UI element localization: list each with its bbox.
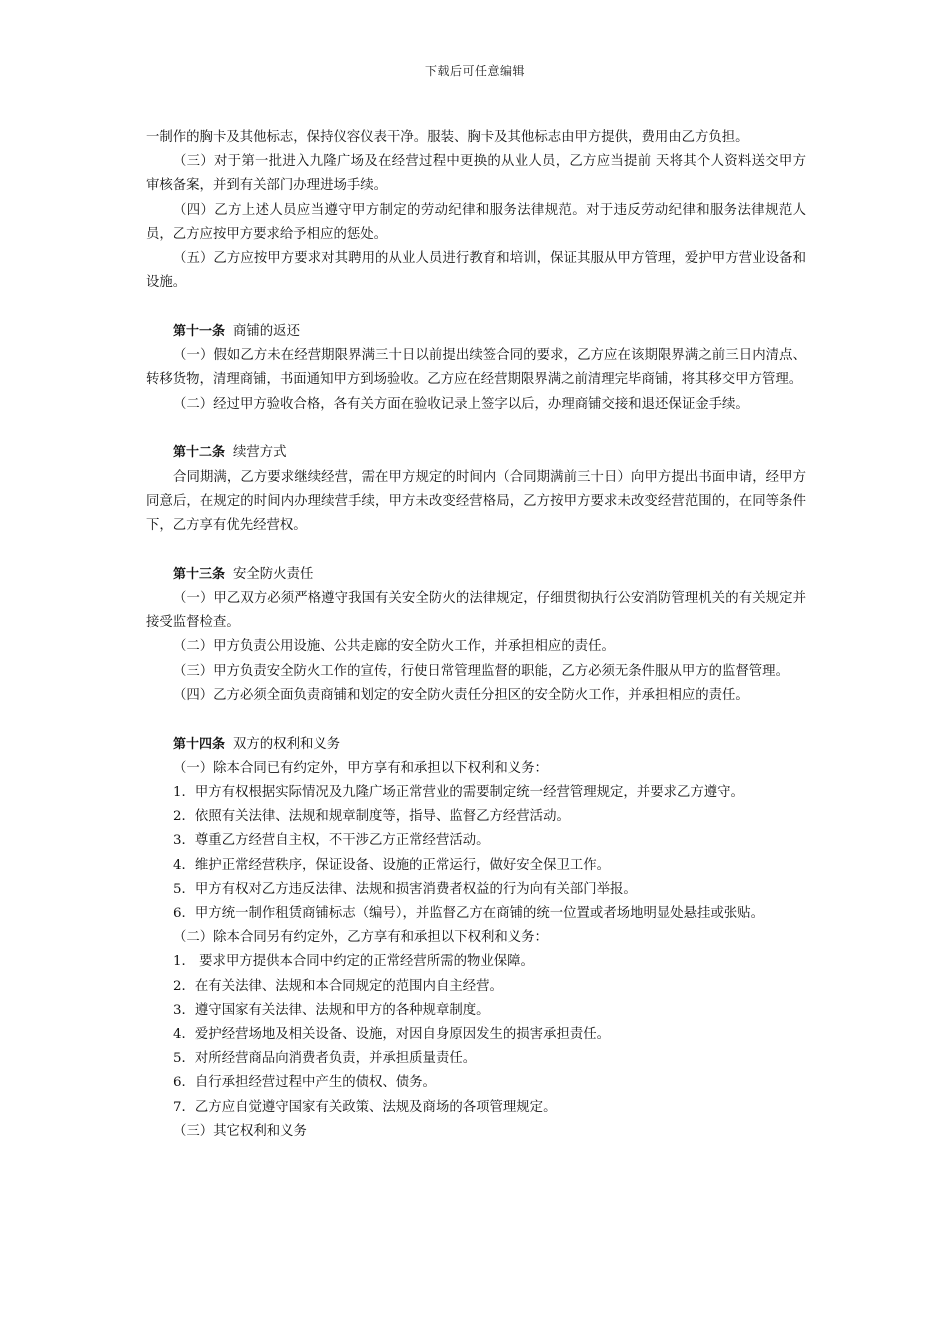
list-item: 5．对所经营商品向消费者负责，并承担质量责任。 <box>173 1051 477 1067</box>
article-paragraph: （一）假如乙方未在经营期限界满三十日以前提出续签合同的要求，乙方应在该期限界满之前三日内清点、转移货物，清理商铺，书面通知甲方到场验收。乙方应在经营期限界满之前清理完毕商铺，将其移交甲方管理。 <box>146 348 806 388</box>
article-paragraph: 合同期满，乙方要求继续经营，需在甲方规定的时间内（合同期满前三十日）向甲方提出书面申请，经甲方同意后，在规定的时间内办理续营手续，甲方未改变经营格局，乙方按甲方要求未改变经营范围的，在同等条件下，乙方享有优先经营权。 <box>146 469 806 534</box>
article-title: 续营方式 <box>233 445 287 461</box>
section-gap <box>146 708 806 733</box>
intro-paragraph: （四）乙方上述人员应当遵守甲方制定的劳动纪律和服务法律规范。对于违反劳动纪律和服务法律规范人员，乙方应按甲方要求给予相应的惩处。 <box>146 202 806 242</box>
subsection-heading: （三）其它权利和义务 <box>173 1123 307 1139</box>
article-paragraph: （三）甲方负责安全防火工作的宣传，行使日常管理监督的职能，乙方必须无条件服从甲方的监督管理。 <box>173 663 789 679</box>
article-paragraph: （四）乙方必须全面负责商铺和划定的安全防火责任分担区的安全防火工作，并承担相应的责任。 <box>173 687 749 703</box>
list-item: 6．甲方统一制作租赁商铺标志（编号），并监督乙方在商铺的统一位置或者场地明显处悬挂或张贴。 <box>173 906 765 922</box>
section-gap <box>146 538 806 563</box>
article-11-heading <box>146 320 806 344</box>
article-paragraph: （二）甲方负责公用设施、公共走廊的安全防火工作，并承担相应的责任。 <box>173 639 615 655</box>
subsection-heading: （一）除本合同已有约定外，甲方享有和承担以下权利和义务： <box>173 760 548 776</box>
list-item: 3．尊重乙方经营自主权，不干涉乙方正常经营活动。 <box>173 833 490 849</box>
list-item: 1． 要求甲方提供本合同中约定的正常经营所需的物业保障。 <box>173 954 534 970</box>
article-title: 安全防火责任 <box>233 566 314 582</box>
article-number: 第十三条 <box>173 566 226 582</box>
article-number: 第十二条 <box>173 445 226 461</box>
article-number: 第十四条 <box>173 736 226 752</box>
list-item: 6．自行承担经营过程中产生的债权、债务。 <box>173 1075 436 1091</box>
article-title: 双方的权利和义务 <box>233 736 341 752</box>
list-item: 3．遵守国家有关法律、法规和甲方的各种规章制度。 <box>173 1002 490 1018</box>
list-item: 7．乙方应自觉遵守国家有关政策、法规及商场的各项管理规定。 <box>173 1099 557 1115</box>
article-paragraph: （二）经过甲方验收合格，各有关方面在验收记录上签字以后，办理商铺交接和退还保证金手续。 <box>173 396 749 412</box>
list-item: 5．甲方有权对乙方违反法律、法规和损害消费者权益的行为向有关部门举报。 <box>173 881 637 897</box>
intro-paragraph: （五）乙方应按甲方要求对其聘用的从业人员进行教育和培训，保证其服从甲方管理，爱护甲方营业设备和设施。 <box>146 251 806 291</box>
article-paragraph: （一）甲乙双方必须严格遵守我国有关安全防火的法律规定，仔细贯彻执行公安消防管理机关的有关规定并接受监督检查。 <box>146 591 806 631</box>
article-14-heading <box>146 733 806 757</box>
intro-paragraph: （三）对于第一批进入九隆广场及在经营过程中更换的从业人员，乙方应当提前 天将其个人资料送交甲方审核备案，并到有关部门办理进场手续。 <box>146 154 806 194</box>
list-item: 4．爱护经营场地及相关设备、设施，对因自身原因发生的损害承担责任。 <box>173 1027 611 1043</box>
section-gap <box>146 295 806 320</box>
section-gap <box>146 417 806 442</box>
list-item: 2．在有关法律、法规和本合同规定的范围内自主经营。 <box>173 978 503 994</box>
list-item: 1．甲方有权根据实际情况及九隆广场正常营业的需要制定统一经营管理规定，并要求乙方遵守。 <box>173 785 744 801</box>
list-item: 2．依照有关法律、法规和规章制度等，指导、监督乙方经营活动。 <box>173 809 570 825</box>
subsection-heading: （二）除本合同另有约定外，乙方享有和承担以下权利和义务： <box>173 930 548 946</box>
intro-paragraph: 一制作的胸卡及其他标志，保持仪容仪表干净。服装、胸卡及其他标志由甲方提供，费用由乙方负担。 <box>146 130 749 145</box>
article-13-heading <box>146 563 806 587</box>
list-item: 4．维护正常经营秩序，保证设备、设施的正常运行，做好安全保卫工作。 <box>173 857 611 873</box>
page-header: 下载后可任意编辑 <box>424 64 525 78</box>
article-12-heading <box>146 441 806 465</box>
document-body <box>146 126 806 1144</box>
article-title: 商铺的返还 <box>233 324 300 340</box>
article-number: 第十一条 <box>173 324 226 340</box>
